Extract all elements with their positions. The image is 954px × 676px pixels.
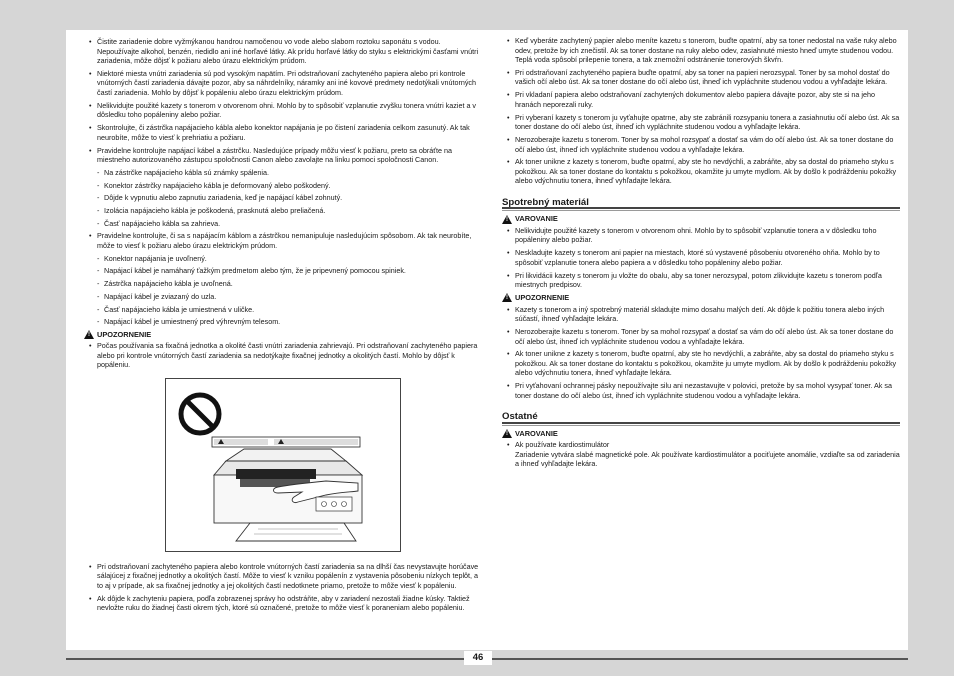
sub-list-item: - Dôjde k vypnutiu alebo zapnutiu zariadenia, keď je napájací kábel zohnutý. — [84, 193, 484, 203]
list-item: • Nelikvidujte použité kazety s tonerom v otvorenom ohni. Mohlo by to spôsobiť vzplanutie tonera a v dôsledku toho popáleniny alebo požiar. — [502, 226, 900, 245]
warning-triangle-icon: ! — [502, 215, 512, 224]
warning-triangle-icon: ! — [502, 429, 512, 438]
sub-list-item: - Časť napájacieho kábla sa zahrieva. — [84, 219, 484, 229]
sub-list-item: - Napájací kábel je zviazaný do uzla. — [84, 292, 484, 302]
list-item: • Ak dôjde k zachyteniu papiera, podľa zobrazenej správy ho odstráňte, aby v zariadení nezostali žiadne kúsky. Taktiež nevložte ruku do žiadnej časti okrem tých, ktoré sú označené, pretože to môže viesť k poraneniam alebo popáleniu. — [84, 594, 484, 613]
right-column — [502, 36, 900, 472]
caution-heading — [84, 330, 484, 340]
list-item: • Počas používania sa fixačná jednotka a okolité časti vnútri zariadenia zahrievajú. Pri odstraňovaní zachyteného papiera alebo pri kontrole vnútorných častí zariadenia sa nedotýkajte fixačnej jednotky a okolitých častí. Mohlo by dôjsť k popáleniu. — [84, 341, 484, 370]
section-heading-other: Ostatné — [502, 412, 900, 424]
list-item: • Pri vyťahovaní ochrannej pásky nepoužívajte silu ani nezastavujte v polovici, pretože by sa mohol vysypať toner. Ak sa toner dostane do očí alebo úst, ihneď ich vypláchnite studenou vodou a vyhľadajte lekára. — [502, 381, 900, 400]
warning-triangle-icon: ! — [502, 293, 512, 302]
warning-heading — [502, 429, 900, 439]
list-item: • Skontrolujte, či zástrčka napájacieho kábla alebo konektor napájania je po čistení zariadenia celkom zasunutý. Ak tak neurobíte, môže to viesť k prehriatiu a požiaru. — [84, 123, 484, 142]
list-item: • Nerozoberajte kazetu s tonerom. Toner by sa mohol rozsypať a dostať sa vám do očí alebo úst. Ak sa toner dostane do očí alebo úst, ihneď ich vypláchnite studenou vodou a vyhľadajte lekára. — [502, 327, 900, 346]
list-item: • Pri vkladaní papiera alebo odstraňovaní zachytených dokumentov alebo papiera dávajte pozor, aby ste si na jeho hranách neporezali ruky. — [502, 90, 900, 109]
sub-list-item: - Zástrčka napájacieho kábla je uvoľnená. — [84, 279, 484, 289]
list-item: • Niektoré miesta vnútri zariadenia sú pod vysokým napätím. Pri odstraňovaní zachyteného papiera alebo pri kontrole vnútorných častí zariadenia dávajte pozor, aby sa náhrdelníky, náramky ani iné kovové predmety nedotýkali vnútorných častí zariadenia. Mohlo by dôjsť k popáleniu alebo úrazu elektrickým prúdom. — [84, 69, 484, 98]
sub-list-item: - Časť napájacieho kábla je umiestnená v uličke. — [84, 305, 484, 315]
illustration-fixing-unit — [165, 378, 401, 552]
sub-list-item: - Izolácia napájacieho kábla je poškodená, prasknutá alebo preliačená. — [84, 206, 484, 216]
sub-list-item: - Na zástrčke napájacieho kábla sú známky spálenia. — [84, 168, 484, 178]
sub-list-item: - Konektor zástrčky napájacieho kábla je deformovaný alebo poškodený. — [84, 181, 484, 191]
printer-illustration — [166, 379, 400, 551]
list-item: • Kazety s tonerom a iný spotrebný materiál skladujte mimo dosahu malých detí. Ak dôjde k požitiu tonera alebo iných súčastí, ihneď vyhľadajte lekára. — [502, 305, 900, 324]
list-item: • Pravidelne kontrolujte napájací kábel a zástrčku. Nasledujúce prípady môžu viesť k požiaru, preto sa obráťte na miestneho autorizovaného zástupcu spoločnosti Canon alebo zavolajte na linku pomoci spoločnosti Canon. — [84, 146, 484, 165]
manual-page — [66, 30, 908, 650]
page-number: 46 — [464, 651, 492, 665]
section-heading-supplies: Spotrebný materiál — [502, 198, 900, 210]
sub-list-item: - Konektor napájania je uvoľnený. — [84, 254, 484, 264]
left-column — [84, 37, 484, 616]
warning-label: VAROVANIE — [515, 214, 558, 224]
sub-list-item: - Napájací kábel je namáhaný ťažkým predmetom alebo tým, že je pripevnený pomocou spiniek. — [84, 266, 484, 276]
list-item: • Čistite zariadenie dobre vyžmýkanou handrou namočenou vo vode alebo slabom roztoku saponátu s vodou. Nepoužívajte alkohol, benzén, riedidlo ani iné horľavé látky. Ak prídu horľavé látky do styku s elektrickými časťami vnútri zariadenia, môže dôjsť k požiaru alebo úrazu elektrickým prúdom. — [84, 37, 484, 66]
list-item: • Keď vyberáte zachytený papier alebo meníte kazetu s tonerom, buďte opatrní, aby sa toner nedostal na vaše ruky alebo odev, pretože by ich znečistil. Ak sa toner dostane na ruky alebo odev, zasiahnuté miesto hneď umyte studenou vodou. Teplá voda spôsobí prilepenie tonera, a tak znemožní odstránenie tonerových škvŕn. — [502, 36, 900, 65]
caution-label: UPOZORNENIE — [515, 293, 570, 303]
no-touch-prohibition-icon — [181, 395, 219, 433]
list-item: • Neskladujte kazety s tonerom ani papier na miestach, ktoré sú vystavené pôsobeniu otvoreného ohňa. Mohlo by to spôsobiť vzplanutie tonera alebo papiera a v dôsledku toho popáleniny alebo požiar. — [502, 248, 900, 267]
sub-list-item: - Napájací kábel je umiestnený pred výhrevným telesom. — [84, 317, 484, 327]
warning-heading — [502, 214, 900, 224]
list-item: • Pri likvidácii kazety s tonerom ju vložte do obalu, aby sa toner nerozsypal, potom zlikvidujte kazetu s tonerom podľa miestnych predpisov. — [502, 271, 900, 290]
caution-label: UPOZORNENIE — [97, 329, 152, 339]
list-item: • Nelikvidujte použité kazety s tonerom v otvorenom ohni. Mohlo by to spôsobiť vzplanutie zvyšku tonera vnútri kaziet a v dôsledku toho popáleniny alebo požiar. — [84, 101, 484, 120]
list-item — [502, 440, 900, 469]
list-item: • Ak toner unikne z kazety s tonerom, buďte opatrní, aby ste ho nevdýchli, a zabráňte, aby sa dostal do priameho styku s pokožkou. Ak sa toner dostane do kontaktu s pokožkou, okamžite ju umyte mydlom. Ak by došlo k podráždeniu pokožky alebo vdýchnutiu tonera, ihneď vyhľadajte lekára. — [502, 349, 900, 378]
list-item: • Pri odstraňovaní zachyteného papiera buďte opatrní, aby sa toner na papieri nerozsypal. Toner by sa mohol dostať do vašich očí alebo úst. Ak sa toner dostane do očí alebo úst, ihneď ich vypláchnite studenou vodou a vyhľadajte lekára. — [502, 68, 900, 87]
warning-label: VAROVANIE — [515, 428, 558, 438]
list-item: • Nerozoberajte kazetu s tonerom. Toner by sa mohol rozsypať a dostať sa vám do očí alebo úst. Ak sa toner dostane do očí alebo úst, ihneď ich vypláchnite studenou vodou a vyhľadajte lekára. — [502, 135, 900, 154]
list-item-text: Zariadenie vytvára slabé magnetické pole. Ak používate kardiostimulátor a pociťujete anomálie, vzdiaľte sa od zariadenia a ihneď vyhľadajte lekára. — [515, 449, 900, 469]
list-item: • Pravidelne kontrolujte, či sa s napájacím káblom a zástrčkou nemanipuluje nasledujúcim spôsobom. Ak tak neurobíte, môže to viesť k požiaru alebo úrazu elektrickým prúdom. — [84, 231, 484, 250]
list-item: • Ak toner unikne z kazety s tonerom, buďte opatrní, aby ste ho nevdýchli, a zabráňte, aby sa dostal do priameho styku s pokožkou. Ak sa toner dostane do kontaktu s pokožkou, okamžite ju umyte mydlom. Ak by došlo k podráždeniu pokožky alebo vdýchnutiu tonera, ihneď vyhľadajte lekára. — [502, 157, 900, 186]
list-item: • Pri odstraňovaní zachyteného papiera alebo kontrole vnútorných častí zariadenia sa na dlhší čas nevystavujte horúčave sálajúcej z fixačnej jednotky a okolitých častí. Môže to viesť k vzniku popálenín z vystavenia pôsobeniu nízkych teplôt, a to aj v prípade, ak sa fixačnej jednotky a jej okolitých častí nedotknete priamo, pretože to môže viesť k popáleniu. — [84, 562, 484, 591]
warning-triangle-icon: ! — [84, 330, 94, 339]
list-item-title: Ak používate kardiostimulátor — [515, 440, 610, 450]
list-item: • Pri vyberaní kazety s tonerom ju vyťahujte opatrne, aby ste zabránili rozsypaniu tonera a zasiahnutiu očí alebo úst. Ak sa toner dostane do očí alebo úst, ihneď ich vypláchnite studenou vodou a vyhľadajte lekára. — [502, 113, 900, 132]
caution-heading — [502, 293, 900, 303]
